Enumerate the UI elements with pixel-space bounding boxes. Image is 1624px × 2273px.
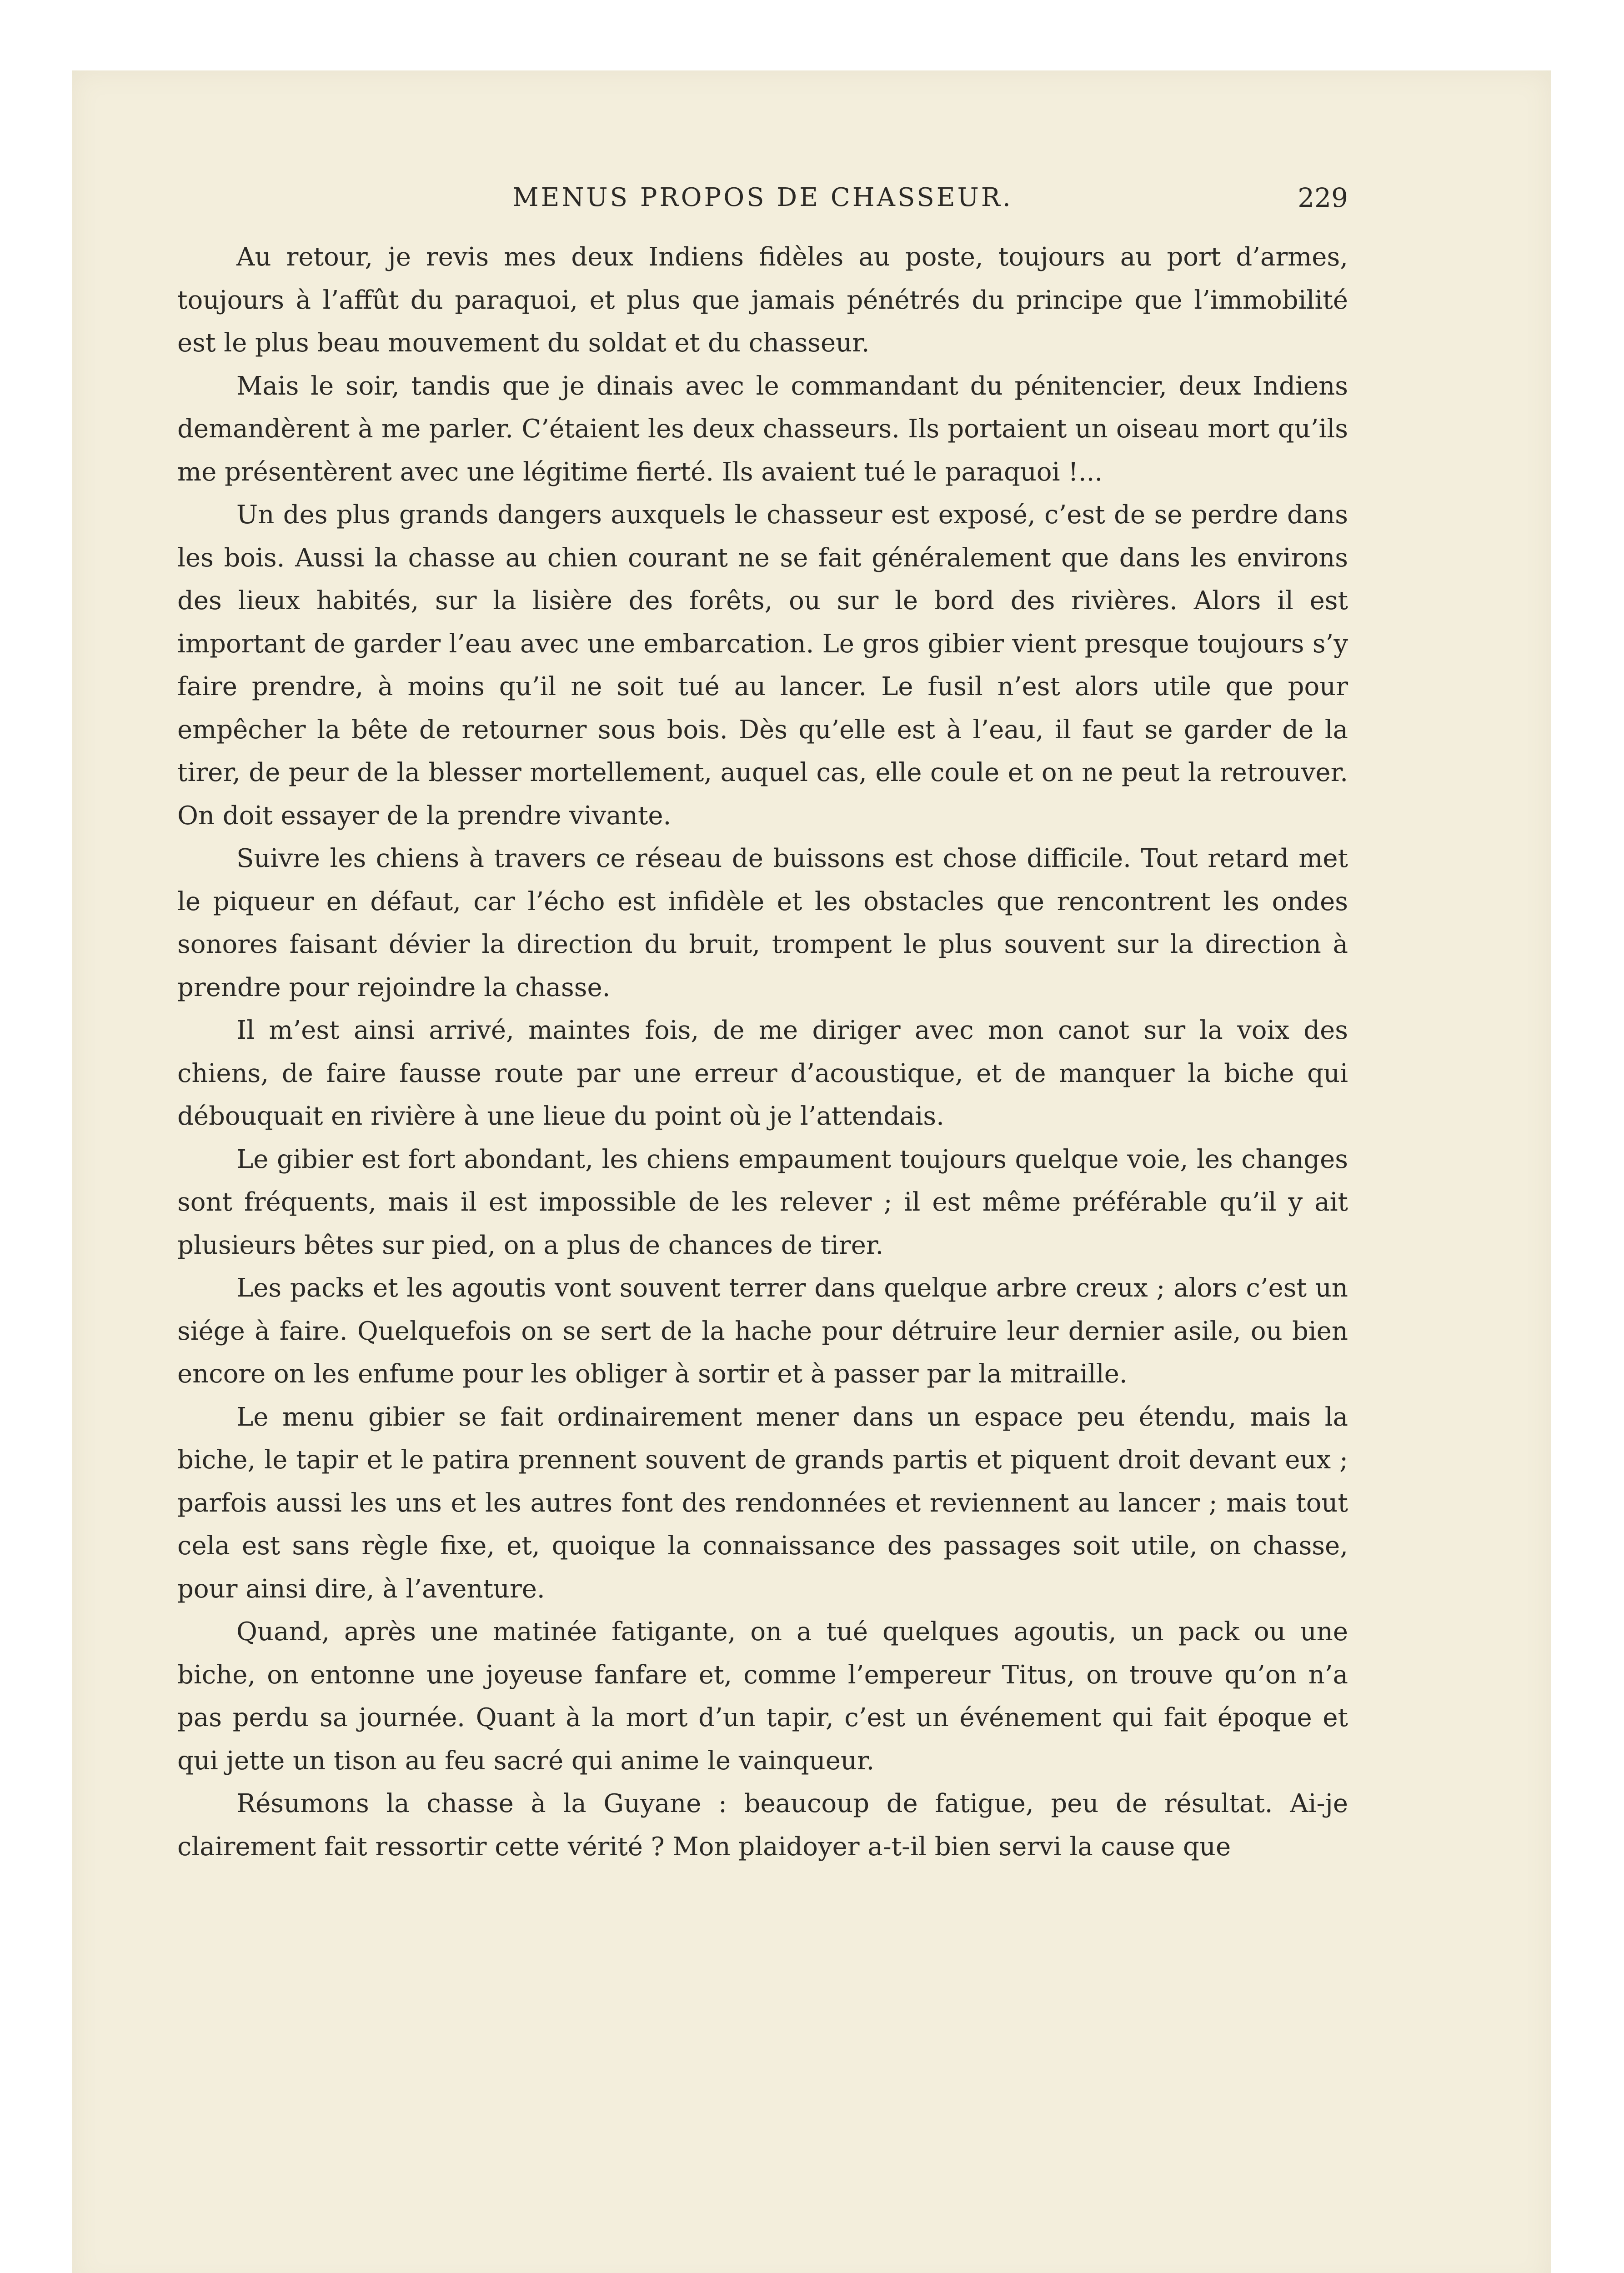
paragraph: Le gibier est fort abondant, les chiens empaument toujours quelque voie, les changes sont fréquents, mais il est impossible de les relever ; il est même préférable qu’il y ait plusieurs bêtes sur pied, on a plus de chances de tirer. bbox=[177, 1144, 1348, 1260]
paragraph: Le menu gibier se fait ordinairement mener dans un espace peu étendu, mais la biche, le tapir et le patira prennent souvent de grands partis et piquent droit devant eux ; parfois aussi les uns et les autres font des rendonnées et reviennent au lancer ; mais tout cela est sans règle fixe, et, quoique la connaissance des passages soit utile, on chasse, pour ainsi dire, à l’aventure. bbox=[177, 1402, 1348, 1604]
paragraph: Résumons la chasse à la Guyane : beaucoup de fatigue, peu de résultat. Ai-je clairement fait ressortir cette vérité ? Mon plaidoyer a-t-il bien servi la cause que bbox=[177, 1789, 1348, 1862]
paragraph: Il m’est ainsi arrivé, maintes fois, de me diriger avec mon canot sur la voix des chiens, de faire fausse route par une erreur d’acoustique, et de manquer la biche qui débouquait en rivière à une lieue du point où je l’attendais. bbox=[177, 1016, 1348, 1131]
book-page bbox=[177, 180, 1348, 1868]
body-text bbox=[177, 236, 1348, 1868]
paragraph: Un des plus grands dangers auxquels le chasseur est exposé, c’est de se perdre dans les bois. Aussi la chasse au chien courant ne se fait généralement que dans les environs des lieux habités, sur la lisière des forêts, ou sur le bord des rivières. Alors il est important de garder l’eau avec une embarcation. Le gros gibier vient presque toujours s’y faire prendre, à moins qu’il ne soit tué au lancer. Le fusil n’est alors utile que pour empêcher la bête de retourner sous bois. Dès qu’elle est à l’eau, il faut se garder de la tirer, de peur de la blesser mortellement, auquel cas, elle coule et on ne peut la retrouver. On doit essayer de la prendre vivante. bbox=[177, 500, 1348, 831]
paragraph: Les packs et les agoutis vont souvent terrer dans quelque arbre creux ; alors c’est un siége à faire. Quelquefois on se sert de la hache pour détruire leur dernier asile, ou bien encore on les enfume pour les obliger à sortir et à passer par la mitraille. bbox=[177, 1273, 1348, 1389]
page-header bbox=[177, 180, 1348, 216]
paragraph: Suivre les chiens à travers ce réseau de buissons est chose difficile. Tout retard met le piqueur en défaut, car l’écho est infidèle et les obstacles que rencontrent les ondes sonores faisant dévier la direction du bruit, trompent le plus souvent sur la direction à prendre pour rejoindre la chasse. bbox=[177, 844, 1348, 1002]
paragraph: Au retour, je revis mes deux Indiens fidèles au poste, toujours au port d’armes, toujours à l’affût du paraquoi, et plus que jamais pénétrés du principe que l’immobilité est le plus beau mouvement du soldat et du chasseur. bbox=[177, 242, 1348, 358]
paragraph: Quand, après une matinée fatigante, on a tué quelques agoutis, un pack ou une biche, on entonne une joyeuse fanfare et, comme l’empereur Titus, on trouve qu’on n’a pas perdu sa journée. Quant à la mort d’un tapir, c’est un événement qui fait époque et qui jette un tison au feu sacré qui anime le vainqueur. bbox=[177, 1617, 1348, 1776]
paragraph: Mais le soir, tandis que je dinais avec le commandant du pénitencier, deux Indiens demandèrent à me parler. C’étaient les deux chasseurs. Ils portaient un oiseau mort qu’ils me présentèrent avec une légitime fierté. Ils avaient tué le paraquoi !... bbox=[177, 371, 1348, 487]
running-head: MENUS PROPOS DE CHASSEUR. bbox=[512, 183, 1013, 212]
page-number: 229 bbox=[1298, 182, 1348, 213]
